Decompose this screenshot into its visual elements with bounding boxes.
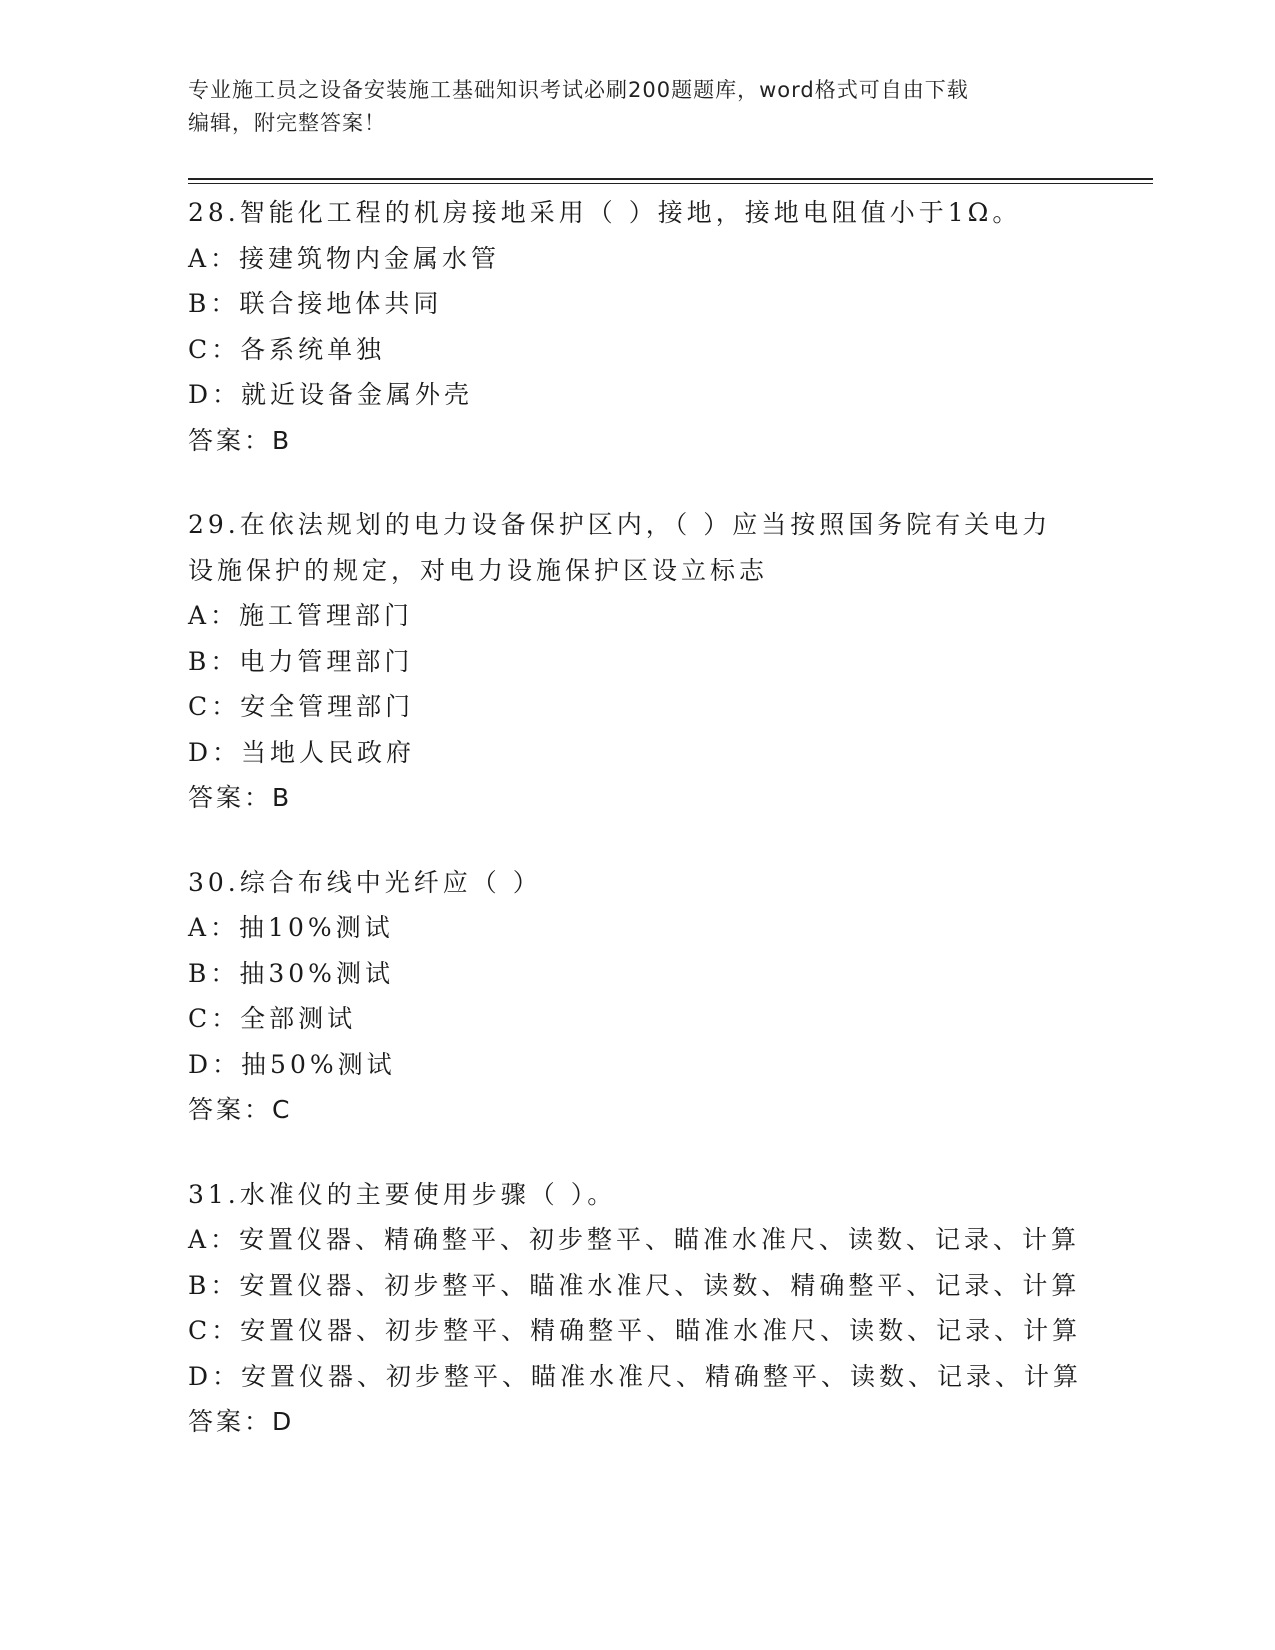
question-30 xyxy=(188,860,1148,1133)
question-28 xyxy=(188,190,1148,463)
answer-label: 答案：B xyxy=(188,425,293,455)
question-stem: 31.水准仪的主要使用步骤（ ）。 xyxy=(188,1179,617,1209)
question-29 xyxy=(188,502,1148,821)
header-divider-thin xyxy=(188,183,1153,184)
answer-label: 答案：C xyxy=(188,1095,293,1124)
answer-label: 答案：D xyxy=(188,1407,295,1436)
question-stem: 30.综合布线中光纤应（ ） xyxy=(188,867,542,897)
option-c: C：安置仪器、初步整平、精确整平、瞄准水准尺、读数、记录、计算 xyxy=(188,1316,1082,1345)
option-d: D：安置仪器、初步整平、瞄准水准尺、精确整平、读数、记录、计算 xyxy=(188,1361,1083,1391)
option-b: B：联合接地体共同 xyxy=(188,289,443,318)
header-title-line2: 编辑，附完整答案！ xyxy=(188,111,386,135)
option-b: B：抽30%测试 xyxy=(188,958,394,988)
option-b: B：安置仪器、初步整平、瞄准水准尺、读数、精确整平、记录、计算 xyxy=(188,1270,1081,1300)
option-d: D：当地人民政府 xyxy=(188,737,416,767)
option-c: C：全部测试 xyxy=(188,1004,357,1033)
option-a: A：安置仪器、精确整平、初步整平、瞄准水准尺、读数、记录、计算 xyxy=(188,1225,1081,1254)
header-title-line1: 专业施工员之设备安装施工基础知识考试必刷200题题库，word格式可自由下载 xyxy=(188,78,969,102)
question-stem-line2: 设施保护的规定，对电力设施保护区设立标志 xyxy=(188,555,769,585)
option-a: A：施工管理部门 xyxy=(188,601,414,630)
document-header xyxy=(188,74,1088,140)
option-b: B：电力管理部门 xyxy=(188,646,414,676)
option-c: C：各系统单独 xyxy=(188,334,386,364)
option-c: C：安全管理部门 xyxy=(188,692,415,721)
option-a: A：接建筑物内金属水管 xyxy=(188,243,501,273)
option-d: D：抽50%测试 xyxy=(188,1049,396,1079)
option-d: D：就近设备金属外壳 xyxy=(188,380,474,409)
question-stem: 28.智能化工程的机房接地采用（ ）接地，接地电阻值小于1Ω。 xyxy=(188,198,1022,227)
question-31 xyxy=(188,1172,1148,1445)
question-stem-line1: 29.在依法规划的电力设备保护区内，（ ）应当按照国务院有关电力 xyxy=(188,510,1052,539)
header-divider-thick xyxy=(188,178,1153,180)
question-list xyxy=(188,190,1148,1484)
option-a: A：抽10%测试 xyxy=(188,913,394,942)
answer-label: 答案：B xyxy=(188,783,293,812)
